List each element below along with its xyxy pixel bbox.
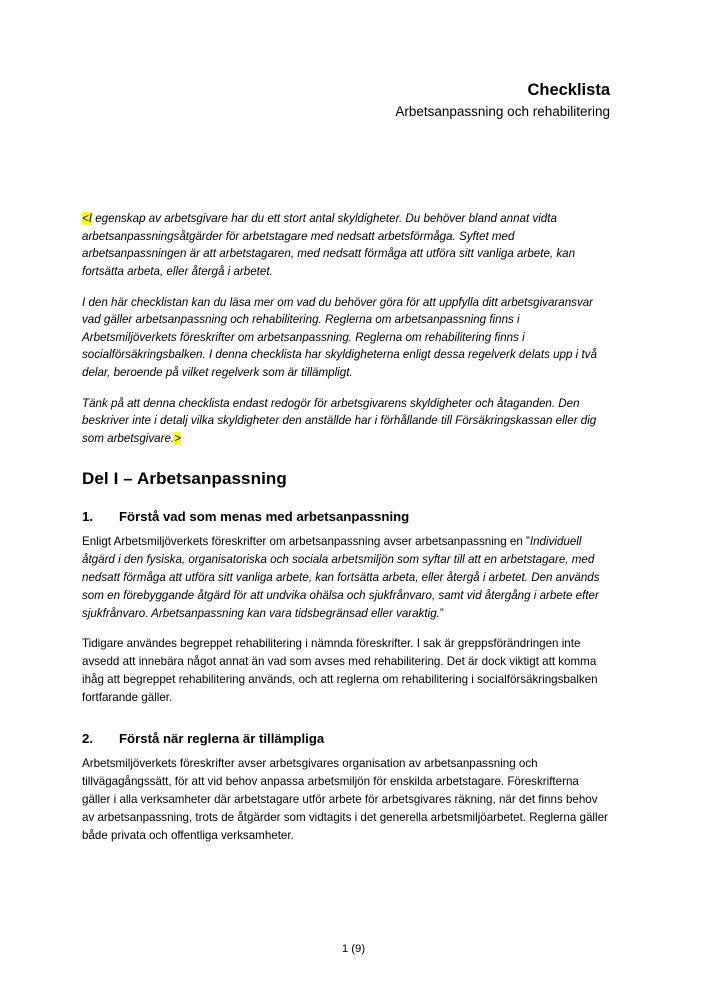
section-2-number: 2. [82,731,93,747]
section-1-paragraph-1 [82,533,610,623]
document-header [82,80,610,120]
marker-close: > [174,431,181,445]
intro-highlighted-letter: I [88,212,93,226]
section-1-heading [82,509,610,524]
section-1 [82,509,610,707]
section-2-heading [82,731,610,746]
section-1-p1-quote: Individuell åtgärd i den fysiska, organisatoriska och sociala arbetsmiljön som syftar till att en arbetstagare, med nedsatt förmåga att utföra sitt vanliga arbete, kan fortsätta arbeta, eller återgå i arbetet. Den används som en förebyggande åtgärd för att undvika ohälsa och sjukfrånvaro, samt vid återgång i arbete efter sjukfrånvaro. Arbetsanpassning kan vara tidsbegränsad eller varaktig. [82,535,600,621]
intro-paragraph-1 [82,210,610,280]
page-title: Checklista [527,81,610,99]
intro-paragraph-1-text: egenskap av arbetsgivare har du ett stort antal skyldigheter. Du behöver bland annat vidta arbetsanpassningsåtgärder för arbetstagare med nedsatt arbetsförmåga. Syftet med arbetsanpassningen är att arbetstagaren, med nedsatt förmåga att utföra sitt vanliga arbete, kan fortsätta arbeta, eller återgå i arbetet. [82,212,576,278]
section-2 [82,731,610,845]
section-1-p1-tail: ” [439,607,444,621]
intro-block [82,210,610,447]
document-content [82,0,610,867]
page-subtitle: Arbetsanpassning och rehabilitering [395,103,610,119]
section-2-title: Förstå när reglerna är tillämpliga [119,731,325,747]
part-heading: Del I – Arbetsanpassning [82,469,287,489]
section-1-p1-lead: Enligt Arbetsmiljöverkets föreskrifter om arbetsanpassning avser arbetsanpassning en ” [82,535,530,549]
section-2-paragraph-1: Arbetsmiljöverkets föreskrifter avser arbetsgivares organisation av arbetsanpassning och tillvägagångssätt, för att vid behov anpassa arbetsmiljön för enskilda arbetstagare. Föreskrifterna gäller i alla verksamheter där arbetstagare utför arbete för arbetsgivares räkning, när det finns behov av arbetsanpassning, trots de åtgärder som vidtagits i det generella arbetsmiljöarbetet. Reglerna gäller både privata och offentliga verksamheter. [82,757,608,843]
intro-paragraph-3-text: Tänk på att denna checklista endast redogör för arbetsgivarens skyldigheter och åtaganden. Den beskriver inte i detalj vilka skyldigheter den anställde har i förhållande till Försäkringskassan eller dig som arbetsgivare. [82,396,597,445]
intro-paragraph-3 [82,395,610,448]
page-footer [0,943,707,955]
intro-paragraph-2: I den här checklistan kan du läsa mer om vad du behöver göra för att uppfylla ditt arbetsgivaransvar vad gäller arbetsanpassning och rehabilitering. Reglerna om arbetsanpassning finns i Arbetsmiljöverkets föreskrifter om arbetsanpassning. Reglerna om rehabilitering finns i socialförsäkringsbalken. I denna checklista har skyldigheterna enligt dessa regelverk delats upp i två delar, beroende på vilket regelverk som är tillämpligt. [82,295,597,380]
section-1-title: Förstå vad som menas med arbetsanpassning [119,509,410,525]
section-1-number: 1. [82,509,93,525]
page-number: 1 (9) [341,943,366,955]
marker-open: < [82,212,89,226]
section-1-paragraph-2: Tidigare användes begreppet rehabilitering i nämnda föreskrifter. I sak är greppsförändringen inte avsedd att innebära något annat än vad som avses med rehabilitering. Det är dock viktigt att komma ihåg att begreppet rehabilitering används, och att reglerna om rehabilitering i socialförsäkringsbalken fortfarande gäller. [82,637,598,705]
